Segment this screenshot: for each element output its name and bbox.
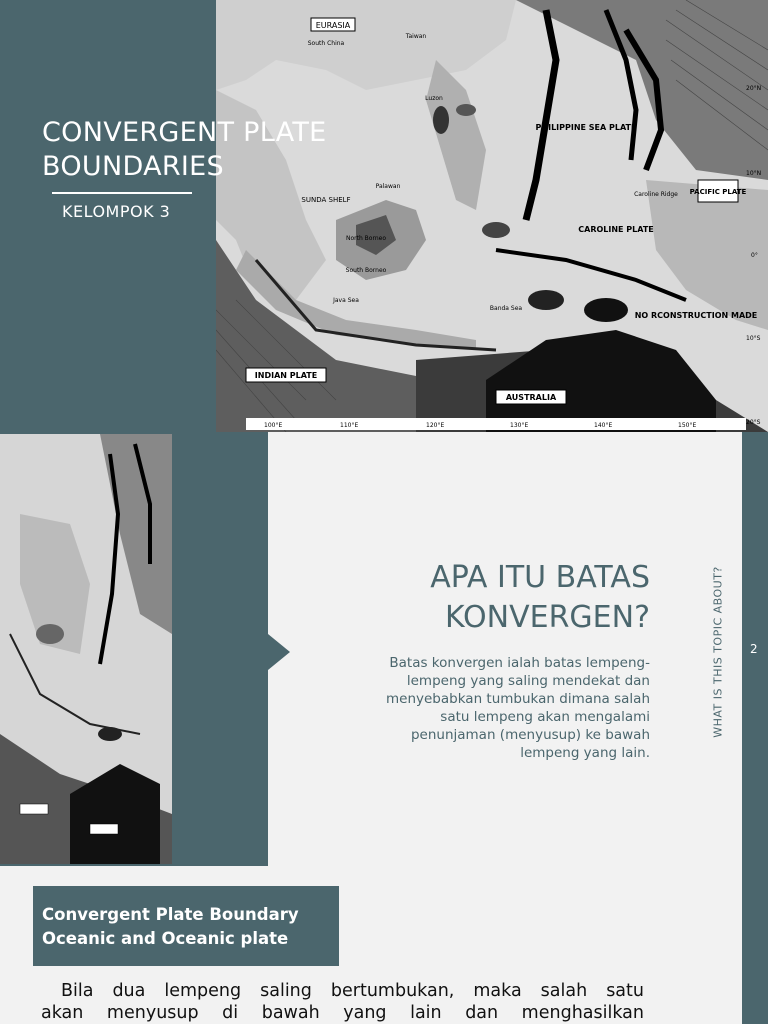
lon-label-130e: 130°E	[510, 422, 529, 429]
map-label-banda-sea: Banda Sea	[489, 305, 523, 312]
map-label-palawan: Palawan	[375, 183, 401, 190]
definition-line: satu lempeng akan mengalami	[440, 709, 650, 725]
title-line-1: CONVERGENT PLATE	[42, 117, 327, 148]
paragraph-line-1: Bila dua lempeng saling bertumbukan, maka salah satu	[61, 981, 644, 1001]
definition-text	[350, 654, 650, 762]
map-label-no-reconstruction: NO RCONSTRUCTION MADE	[634, 311, 758, 320]
tectonic-map-image	[216, 0, 768, 432]
paragraph-line-2: akan menyusup di bawah yang lain dan menghasilkan	[41, 1003, 644, 1023]
panel-arrow	[268, 634, 290, 670]
title-line-2: BOUNDARIES	[42, 151, 224, 182]
slide-oceanic	[0, 866, 768, 1024]
tectonic-map-svg	[216, 0, 768, 432]
lon-label-110e: 110°E	[340, 422, 359, 429]
slide-definition	[0, 432, 768, 866]
map-label-java-sea: Java Sea	[333, 297, 359, 304]
map-label-south-borneo: South Borneo	[345, 267, 387, 274]
body-paragraph	[41, 980, 644, 1024]
map-label-philippine-plate: PHILIPPINE SEA PLATE	[535, 123, 637, 132]
section-title-line-2: Oceanic and Oceanic plate	[42, 929, 289, 948]
definition-line: menyebabkan tumbukan dimana salah	[386, 691, 650, 707]
map-label-indian-plate: INDIAN PLATE	[254, 371, 318, 380]
lat-label-0: 0°	[751, 252, 758, 259]
lon-label-140e: 140°E	[594, 422, 613, 429]
section-heading	[330, 558, 650, 638]
page-number: 2	[750, 642, 758, 656]
definition-line: Batas konvergen ialah batas lempeng-	[389, 655, 650, 671]
side-label: WHAT IS THIS TOPIC ABOUT?	[711, 566, 725, 738]
page-title	[42, 116, 402, 184]
section-title-line-1: Convergent Plate Boundary	[42, 905, 299, 924]
left-panel	[0, 432, 268, 866]
tectonic-map-thumb-svg	[0, 434, 172, 864]
definition-line: lempeng yang saling mendekat dan	[406, 673, 650, 689]
lat-label-10s: 10°S	[746, 335, 761, 342]
slide-title	[0, 0, 768, 432]
map-label-eurasia: EURASIA	[315, 21, 351, 30]
tectonic-map-thumbnail	[0, 434, 172, 864]
right-accent-bar	[742, 866, 768, 1024]
definition-line: lempeng yang lain.	[520, 745, 650, 761]
lon-label-100e: 100°E	[264, 422, 283, 429]
lon-label-120e: 120°E	[426, 422, 445, 429]
lon-label-150e: 150°E	[678, 422, 697, 429]
map-label-south-china: South China	[307, 40, 345, 47]
map-label-caroline-ridge: Caroline Ridge	[634, 191, 678, 198]
map-label-sunda-shelf: SUNDA SHELF	[301, 196, 351, 204]
map-label-caroline-plate: CAROLINE PLATE	[578, 225, 654, 234]
map-label-australia: AUSTRALIA	[505, 393, 557, 402]
definition-line: penunjaman (menyusup) ke bawah	[410, 727, 650, 743]
map-label-luzon: Luzon	[425, 95, 443, 102]
subtitle: KELOMPOK 3	[62, 202, 171, 221]
heading-line-2: KONVERGEN?	[445, 600, 650, 635]
title-divider	[52, 192, 192, 194]
lat-label-20s: 20°S	[746, 419, 761, 426]
side-label-container	[704, 552, 732, 752]
heading-line-1: APA ITU BATAS	[430, 560, 650, 595]
map-label-taiwan: Taiwan	[405, 33, 427, 40]
lat-label-20n: 20°N	[746, 85, 762, 92]
map-label-pacific-plate: PACIFIC PLATE	[689, 188, 747, 196]
map-label-north-borneo: North Borneo	[345, 235, 387, 242]
lat-label-10n: 10°N	[746, 170, 762, 177]
section-title-box	[33, 886, 339, 966]
